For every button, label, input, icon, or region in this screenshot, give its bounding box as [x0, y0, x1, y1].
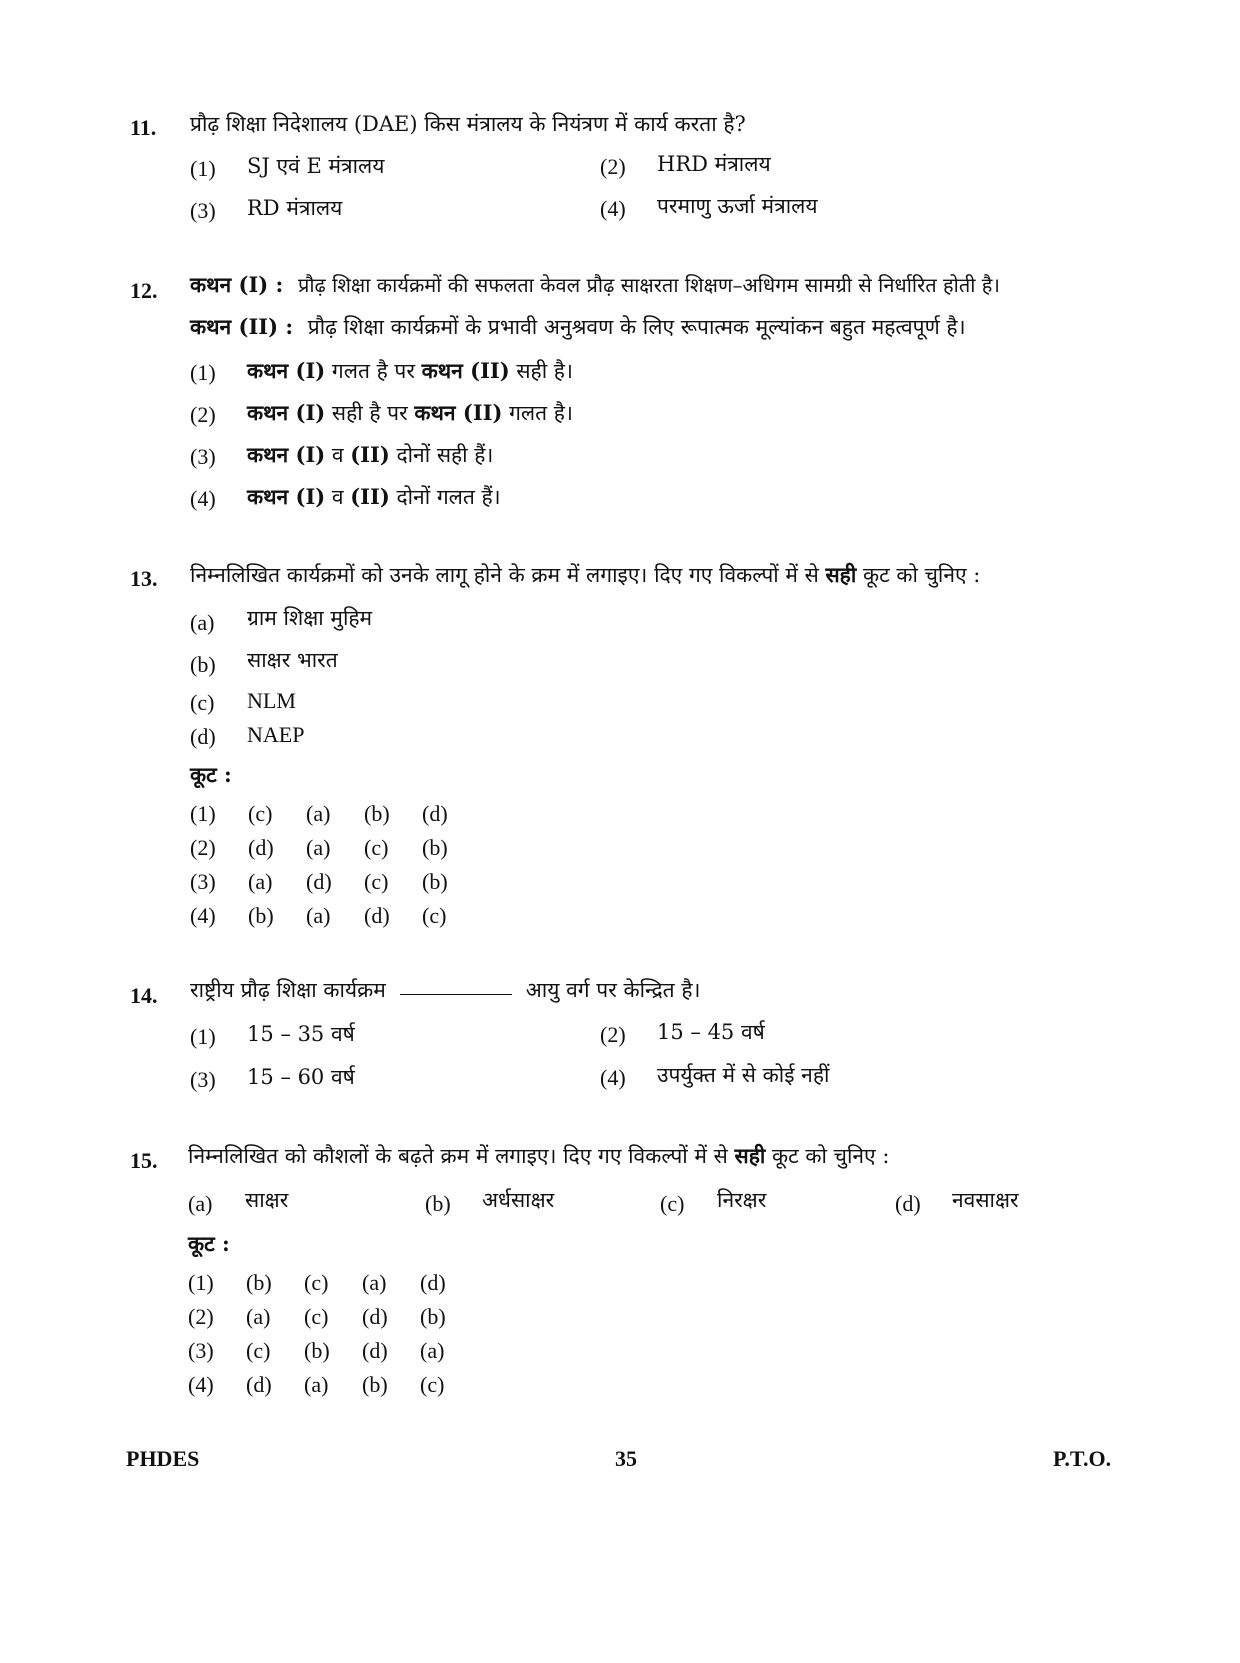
q13-text: निम्नलिखित कार्यक्रमों को उनके लागू होने के क्रम में लगाइए। दिए गए विकल्पों में से सही कूट को चुनिए :: [190, 562, 981, 587]
q12-s2-label: कथन (II) :: [190, 314, 294, 339]
q12-number: 12.: [130, 278, 158, 303]
q12-opt2-label: (2): [190, 402, 216, 427]
q13-item-c-label: (c): [190, 690, 215, 715]
q13-item-a-label: (a): [190, 610, 215, 635]
q11-opt2-text: HRD मंत्रालय: [657, 152, 771, 176]
q14-opt3-label: (3): [190, 1067, 216, 1092]
q12-statement1: [190, 274, 1000, 296]
q12-s1-text: प्रौढ़ शिक्षा कार्यक्रमों की सफलता केवल प्रौढ़ साक्षरता शिक्षण–अधिगम सामग्री से निर्धारित होती है।: [297, 273, 1000, 297]
page-number: 35: [615, 1446, 637, 1471]
q14-opt2-label: (2): [600, 1022, 626, 1047]
q12-opt2-text: कथन (I) सही है पर कथन (II) गलत है।: [247, 400, 573, 425]
q11-opt1-label: (1): [190, 156, 216, 181]
q15-item-d-label: (d): [895, 1191, 921, 1216]
q15-item-c-text: निरक्षर: [717, 1188, 767, 1212]
q13-code-label: कूट :: [190, 762, 232, 787]
q12-s2-text: प्रौढ़ शिक्षा कार्यक्रमों के प्रभावी अनुश्रवण के लिए रूपात्मक मूल्यांकन बहुत महत्वपूर्ण है।: [307, 315, 966, 339]
q14-opt1-text: 15 – 35 वर्ष: [247, 1022, 355, 1046]
q15-item-a-text: साक्षर: [245, 1188, 289, 1212]
q14-opt4-text: उपर्युक्त में से कोई नहीं: [657, 1063, 830, 1087]
q13-item-c-text: NLM: [247, 688, 296, 713]
q15-item-a-label: (a): [188, 1191, 213, 1216]
q15-item-c-label: (c): [660, 1191, 685, 1216]
q13-item-b-label: (b): [190, 652, 216, 677]
q12-opt3-label: (3): [190, 444, 216, 469]
q12-opt1-text: कथन (I) गलत है पर कथन (II) सही है।: [247, 358, 573, 383]
q12-s1-label: कथन (I) :: [190, 272, 284, 297]
q12-opt3-text: कथन (I) व (II) दोनों सही हैं।: [247, 442, 494, 467]
q12-opt1-label: (1): [190, 360, 216, 385]
q15-code-label: कूट :: [188, 1231, 230, 1256]
q11-opt4-text: परमाणु ऊर्जा मंत्रालय: [657, 194, 818, 218]
q11-text: प्रौढ़ शिक्षा निदेशालय (DAE) किस मंत्रालय के नियंत्रण में कार्य करता है?: [190, 112, 746, 136]
q15-text: निम्नलिखित को कौशलों के बढ़ते क्रम में लगाइए। दिए गए विकल्पों में से सही कूट को चुनिए :: [188, 1143, 890, 1168]
answer-blank: [400, 994, 512, 995]
q14-text: राष्ट्रीय प्रौढ़ शिक्षा कार्यक्रम आयु वर्ग पर केन्द्रित है।: [190, 978, 701, 1002]
q11-opt3-label: (3): [190, 198, 216, 223]
q13-item-b-text: साक्षर भारत: [247, 648, 338, 672]
q14-opt2-text: 15 – 45 वर्ष: [657, 1020, 765, 1044]
footer-pto: P.T.O.: [1053, 1446, 1112, 1471]
q15-item-b-label: (b): [425, 1191, 451, 1216]
q14-opt3-text: 15 – 60 वर्ष: [247, 1065, 355, 1089]
q11-opt1-text: SJ एवं E मंत्रालय: [247, 154, 385, 178]
q15-number: 15.: [130, 1148, 158, 1173]
q15-item-b-text: अर्धसाक्षर: [482, 1188, 555, 1212]
q13-item-d-text: NAEP: [247, 722, 305, 747]
q14-opt1-label: (1): [190, 1024, 216, 1049]
q11-opt4-label: (4): [600, 196, 626, 221]
q12-opt4-label: (4): [190, 486, 216, 511]
q14-number: 14.: [130, 983, 158, 1008]
q11-opt3-text: RD मंत्रालय: [247, 196, 343, 220]
q11-opt2-label: (2): [600, 154, 626, 179]
q13-item-d-label: (d): [190, 724, 216, 749]
q11-number: 11.: [130, 115, 157, 140]
footer-code: PHDES: [126, 1446, 200, 1471]
q13-item-a-text: ग्राम शिक्षा मुहिम: [247, 606, 373, 630]
q15-item-d-text: नवसाक्षर: [952, 1188, 1019, 1212]
q12-statement2: [190, 316, 966, 338]
q14-opt4-label: (4): [600, 1065, 626, 1090]
q12-opt4-text: कथन (I) व (II) दोनों गलत हैं।: [247, 484, 501, 509]
q13-number: 13.: [130, 566, 158, 591]
